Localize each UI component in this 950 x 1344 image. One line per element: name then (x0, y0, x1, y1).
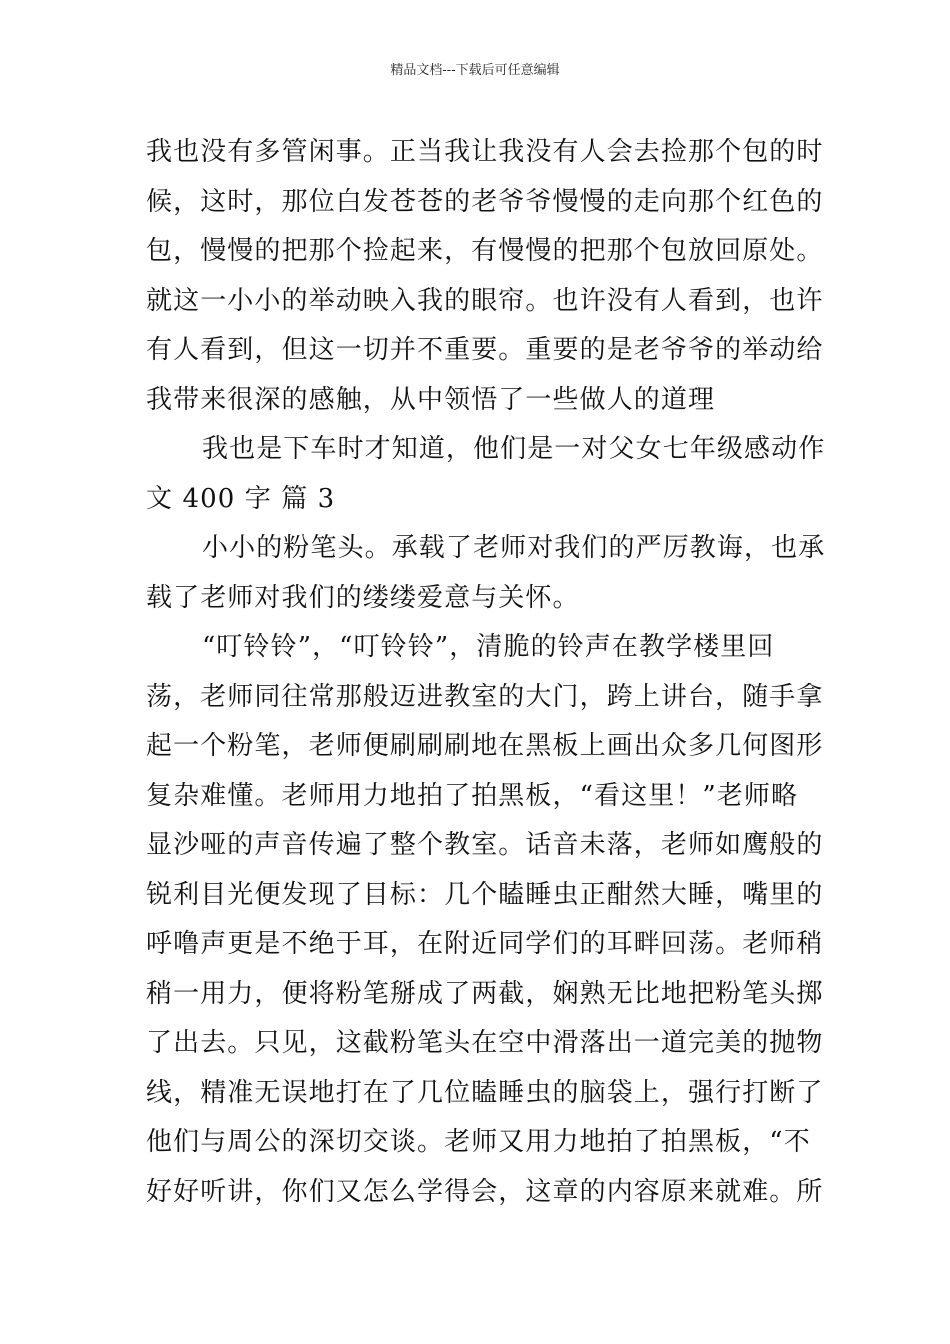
text-line: 就这一小小的举动映入我的眼帘。也许没有人看到，也许 (146, 285, 824, 316)
text-line: 候，这时，那位白发苍苍的老爷爷慢慢的走向那个红色的 (146, 186, 824, 217)
text-line: 他们与周公的深切交谈。老师又用力地拍了拍黑板，“不 (146, 1127, 811, 1157)
text-line: 包，慢慢的把那个捡起来，有慢慢的把那个包放回原处。 (146, 236, 824, 266)
text-line: 我带来很深的感触，从中领悟了一些做人的道理 (146, 384, 716, 415)
text-line: 复杂难懂。老师用力地拍了拍黑板，“看这里！”老师略 (146, 780, 799, 811)
text-line: 文 400 字 篇 3 (146, 483, 336, 514)
text-line: 呼噜声更是不绝于耳，在附近同学们的耳畔回荡。老师稍 (146, 929, 824, 959)
text-line: 锐利目光便发现了目标：几个瞌睡虫正酣然大睡，嘴里的 (146, 879, 824, 910)
page-header: 精品文档---下载后可任意编辑 (390, 63, 560, 78)
text-line: 小小的粉笔头。承载了老师对我们的严厉教诲，也承 (202, 533, 826, 563)
text-line: 载了老师对我们的缕缕爱意与关怀。 (146, 582, 580, 613)
text-line: 荡，老师同往常那般迈进教室的大门，跨上讲台，随手拿 (146, 681, 824, 712)
document-body (146, 128, 826, 1217)
text-line: 了出去。只见，这截粉笔头在空中滑落出一道完美的抛物 (146, 1028, 824, 1058)
text-line: 有人看到，但这一切并不重要。重要的是老爷爷的举动给 (146, 335, 824, 365)
text-line: 显沙哑的声音传遍了整个教室。话音未落，老师如鹰般的 (146, 830, 824, 860)
text-line: 我也是下车时才知道，他们是一对父女七年级感动作 (202, 434, 826, 464)
text-line: 稍一用力，便将粉笔掰成了两截，娴熟无比地把粉笔头掷 (146, 978, 824, 1009)
text-line: 线，精准无误地打在了几位瞌睡虫的脑袋上，强行打断了 (146, 1077, 824, 1108)
text-line: “叮铃铃”，“叮铃铃”，清脆的铃声在教学楼里回 (202, 632, 775, 662)
text-line: 我也没有多管闲事。正当我让我没有人会去捡那个包的时 (146, 137, 824, 167)
text-line: 起一个粉笔，老师便刷刷刷地在黑板上画出众多几何图形 (146, 731, 824, 761)
text-line: 好好听讲，你们又怎么学得会，这章的内容原来就难。所 (146, 1176, 824, 1207)
